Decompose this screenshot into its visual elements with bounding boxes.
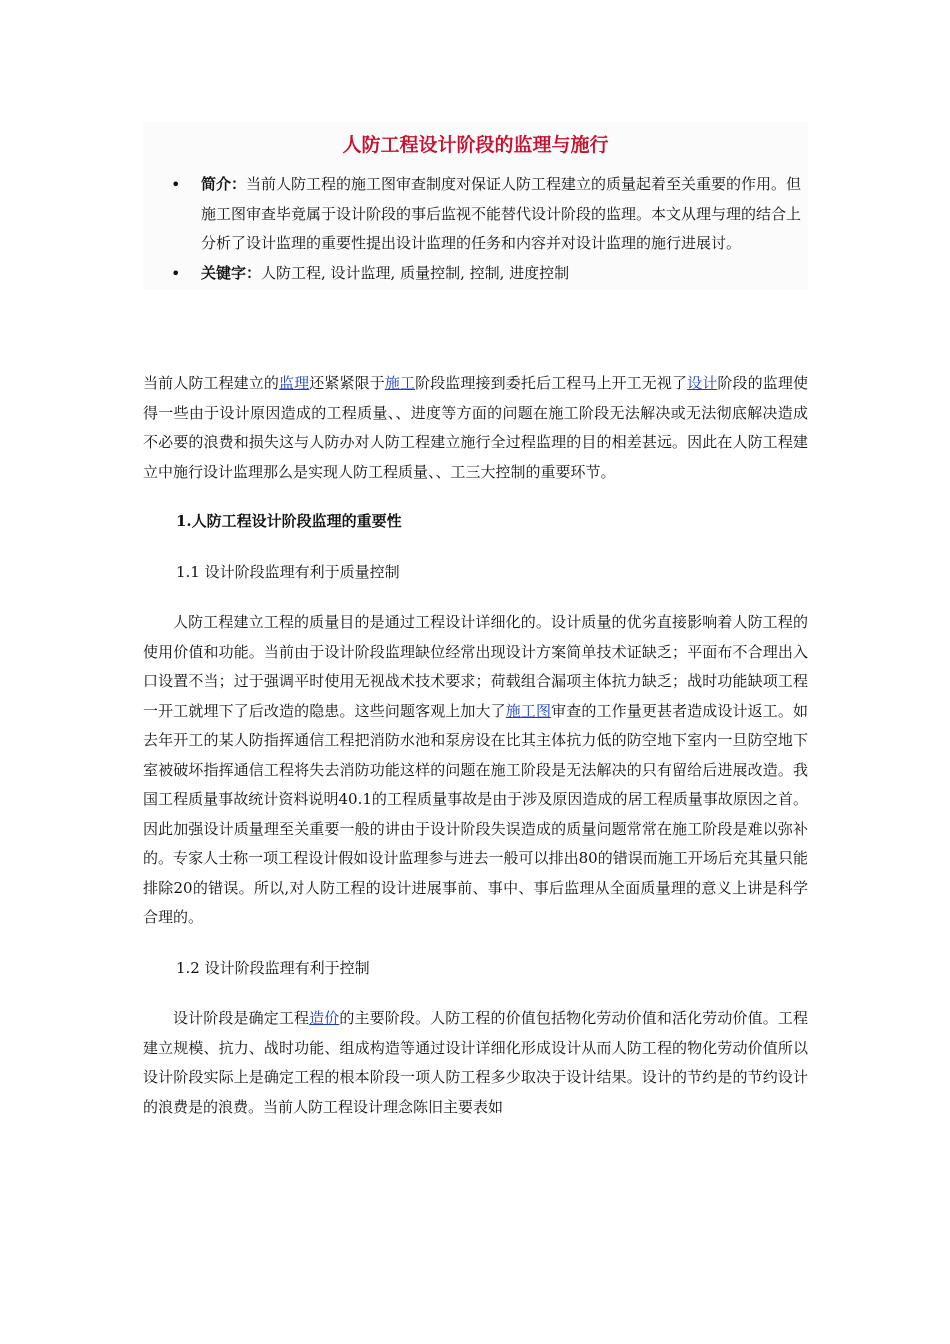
intro-text-4: 阶段的监理使得一些由于设计原因造成的工程质量、、进度等方面的问题在施工阶段无法解决或无法彻底解决造成不必要的浪费和损失这与人防办对人防工程建立施行全过程监理的目的相差甚远。因此在人防工程建立中施行设计监理那么是实现人防工程质量、、工三大控制的重要环节。 xyxy=(143,374,808,481)
intro-text-3: 阶段监理接到委托后工程马上开工无视了 xyxy=(415,374,688,392)
meta-list xyxy=(143,170,808,288)
summary-label: 简介： xyxy=(201,175,247,193)
p1-text-1: 人防工程建立工程的质量目的是通过工程设计详细化的。设计质量的优劣直接影响着人防工程的使用价值和功能。当前由于设计阶段监理缺位经常出现设计方案简单技术证缺乏；平面布不合理出入口设置不当；过于强调平时使用无视战术技术要求；荷载组合漏项主体抗力缺乏；战时功能缺项工程一开工就埋下了后改造的隐患。这些问题客观上加大了 xyxy=(143,613,808,720)
keywords-item xyxy=(143,259,808,289)
summary-item xyxy=(143,170,808,259)
intro-paragraph xyxy=(143,369,808,487)
keywords-label: 关键字： xyxy=(201,263,262,282)
p1-text-2: 审查的工作量更甚者造成设计返工。如去年开工的某人防指挥通信工程把消防水池和泵房设在比其主体抗力低的防空地下室内一旦防空地下室被破坏指挥通信工程将失去消防功能这样的问题在施工阶段是无法解决的只有留给后进展改造。我国工程质量事故统计资料说明40.1的工程质量事故是由于涉及原因造成的居工程质量事故原因之首。因此加强设计质量理至关重要一般的讲由于设计阶段失误造成的质量问题常常在施工阶段是难以弥补的。专家人士称一项工程设计假如设计监理参与进去一般可以排出80的错误而施工开场后充其量只能排除20的错误。所以,对人防工程的设计进展事前、事中、事后监理从全面质量理的意义上讲是科学合理的。 xyxy=(143,701,808,926)
paragraph-quality-control xyxy=(143,608,808,933)
document-page xyxy=(143,122,808,1122)
link-construction[interactable]: 施工 xyxy=(384,374,416,392)
paragraph-cost-control xyxy=(143,1004,808,1122)
link-supervision[interactable]: 监理 xyxy=(279,374,310,392)
intro-text-1: 当前人防工程建立的 xyxy=(143,374,280,392)
p2-text-2: 的主要阶段。人防工程的价值包括物化劳动价值和活化劳动价值。工程建立规模、抗力、战时功能、组成构造等通过设计详细化形成设计从而人防工程的物化劳动价值所以设计阶段实际上是确定工程的根本阶段一项人防工程多少取决于设计结果。设计的节约是的节约设计的浪费是的浪费。当前人防工程设计理念陈旧主要表如 xyxy=(143,1009,808,1116)
link-cost[interactable]: 造价 xyxy=(309,1009,340,1027)
article-title: 人防工程设计阶段的监理与施行 xyxy=(342,134,609,156)
link-design[interactable]: 设计 xyxy=(687,374,718,392)
section-heading-1: 1.人防工程设计阶段监理的重要性 xyxy=(176,512,402,530)
section-heading-1-1: 1.1 设计阶段监理有利于质量控制 xyxy=(176,562,400,581)
keywords-text: 人防工程, 设计监理, 质量控制, 控制, 进度控制 xyxy=(261,263,570,282)
p2-text-1: 设计阶段是确定工程 xyxy=(173,1009,310,1027)
intro-text-2: 还紧紧限于 xyxy=(309,374,385,392)
summary-section xyxy=(143,122,808,290)
summary-text: 当前人防工程的施工图审查制度对保证人防工程建立的质量起着至关重要的作用。但施工图审查毕竟属于设计阶段的事后监视不能替代设计阶段的监理。本文从理与理的结合上分析了设计监理的重要性提出设计监理的任务和内容并对设计监理的施行进展讨。 xyxy=(201,175,802,252)
section-heading-1-2: 1.2 设计阶段监理有利于控制 xyxy=(176,958,370,977)
link-construction-drawing[interactable]: 施工图 xyxy=(505,701,552,720)
